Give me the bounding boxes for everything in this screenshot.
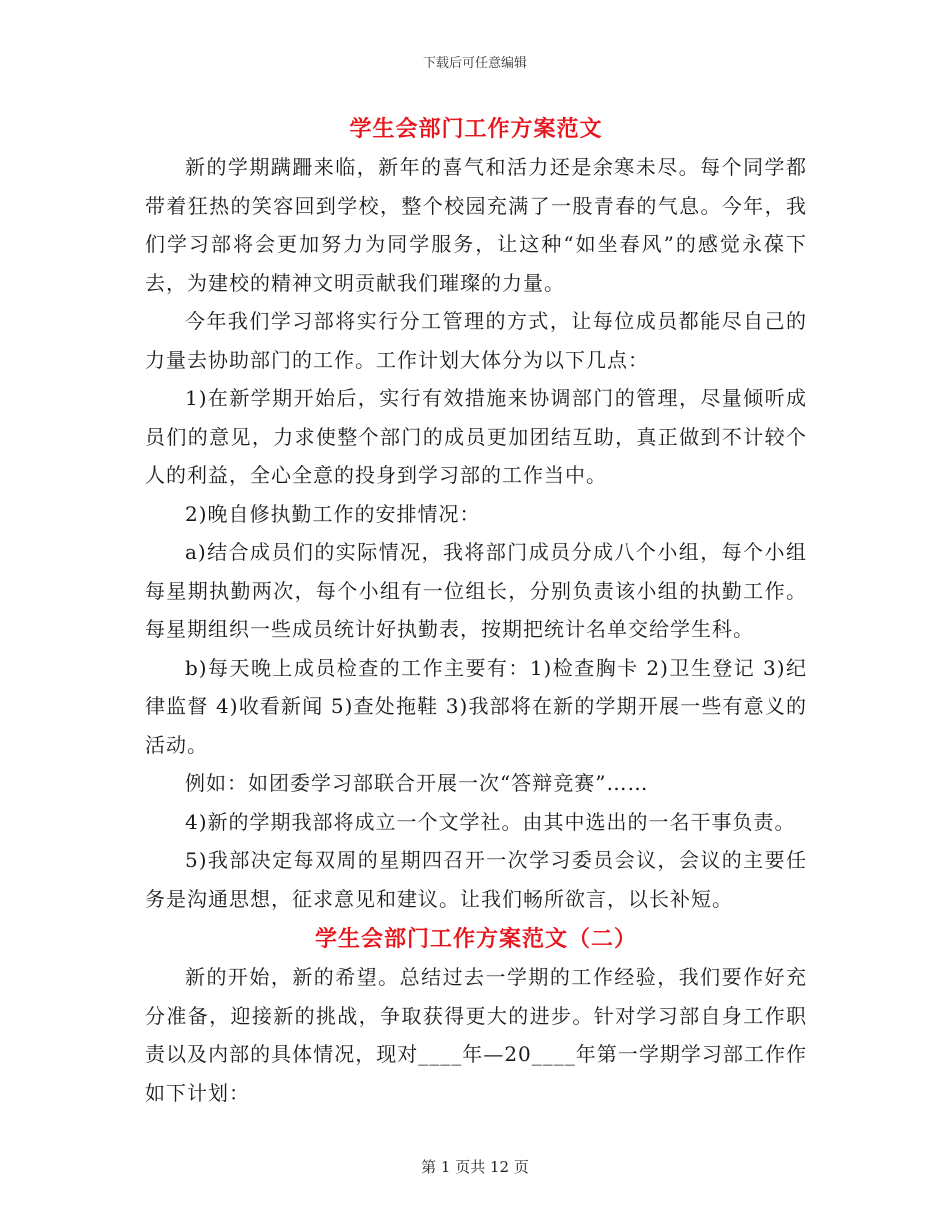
paragraph: 新的学期蹒跚来临，新年的喜气和活力还是余寒未尽。每个同学都带着狂热的笑容回到学校，整个校园充满了一股青春的气息。今年，我们学习部将会更加努力为同学服务，让这种“如坐春风”的感觉永葆下去，为建校的精神文明贡献我们璀璨的力量。 (145, 155, 807, 295)
paragraph: 新的开始，新的希望。总结过去一学期的工作经验，我们要作好充分准备，迎接新的挑战，争取获得更大的进步。针对学习部自身工作职责以及内部的具体情况，现对____年—20____年第一学期学习部工作作如下计划： (145, 965, 807, 1105)
paragraph: 2)晚自修执勤工作的安排情况： (185, 501, 481, 526)
paragraph: a)结合成员们的实际情况，我将部门成员分成八个小组，每个小组每星期执勤两次，每个小组有一位组长，分别负责该小组的执勤工作。每星期组织一些成员统计好执勤表，按期把统计名单交给学生科。 (145, 540, 807, 641)
page-header: 下载后可任意编辑 (422, 56, 527, 71)
document-body (145, 110, 807, 1112)
section-title: 学生会部门工作方案范文（二） (314, 926, 637, 952)
paragraph: 4)新的学期我部将成立一个文学社。由其中选出的一名干事负责。 (185, 809, 796, 834)
paragraph: b)每天晚上成员检查的工作主要有：1)检查胸卡 2)卫生登记 3)纪律监督 4)收看新闻 5)查处拖鞋 3)我部将在新的学期开展一些有意义的活动。 (145, 655, 807, 757)
paragraph: 今年我们学习部将实行分工管理的方式，让每位成员都能尽自己的力量去协助部门的工作。工作计划大体分为以下几点： (145, 309, 807, 372)
paragraph: 5)我部决定每双周的星期四召开一次学习委员会议，会议的主要任务是沟通思想，征求意见和建议。让我们畅所欲言，以长补短。 (145, 848, 807, 911)
document-title: 学生会部门工作方案范文 (349, 116, 603, 142)
paragraph: 例如：如团委学习部联合开展一次“答辩竞赛”…… (185, 771, 649, 795)
paragraph: 1)在新学期开始后，实行有效措施来协调部门的管理，尽量倾听成员们的意见，力求使整个部门的成员更加团结互助，真正做到不计较个人的利益，全心全意的投身到学习部的工作当中。 (145, 386, 807, 487)
page-footer: 第 1 页共 12 页 (421, 1158, 529, 1176)
